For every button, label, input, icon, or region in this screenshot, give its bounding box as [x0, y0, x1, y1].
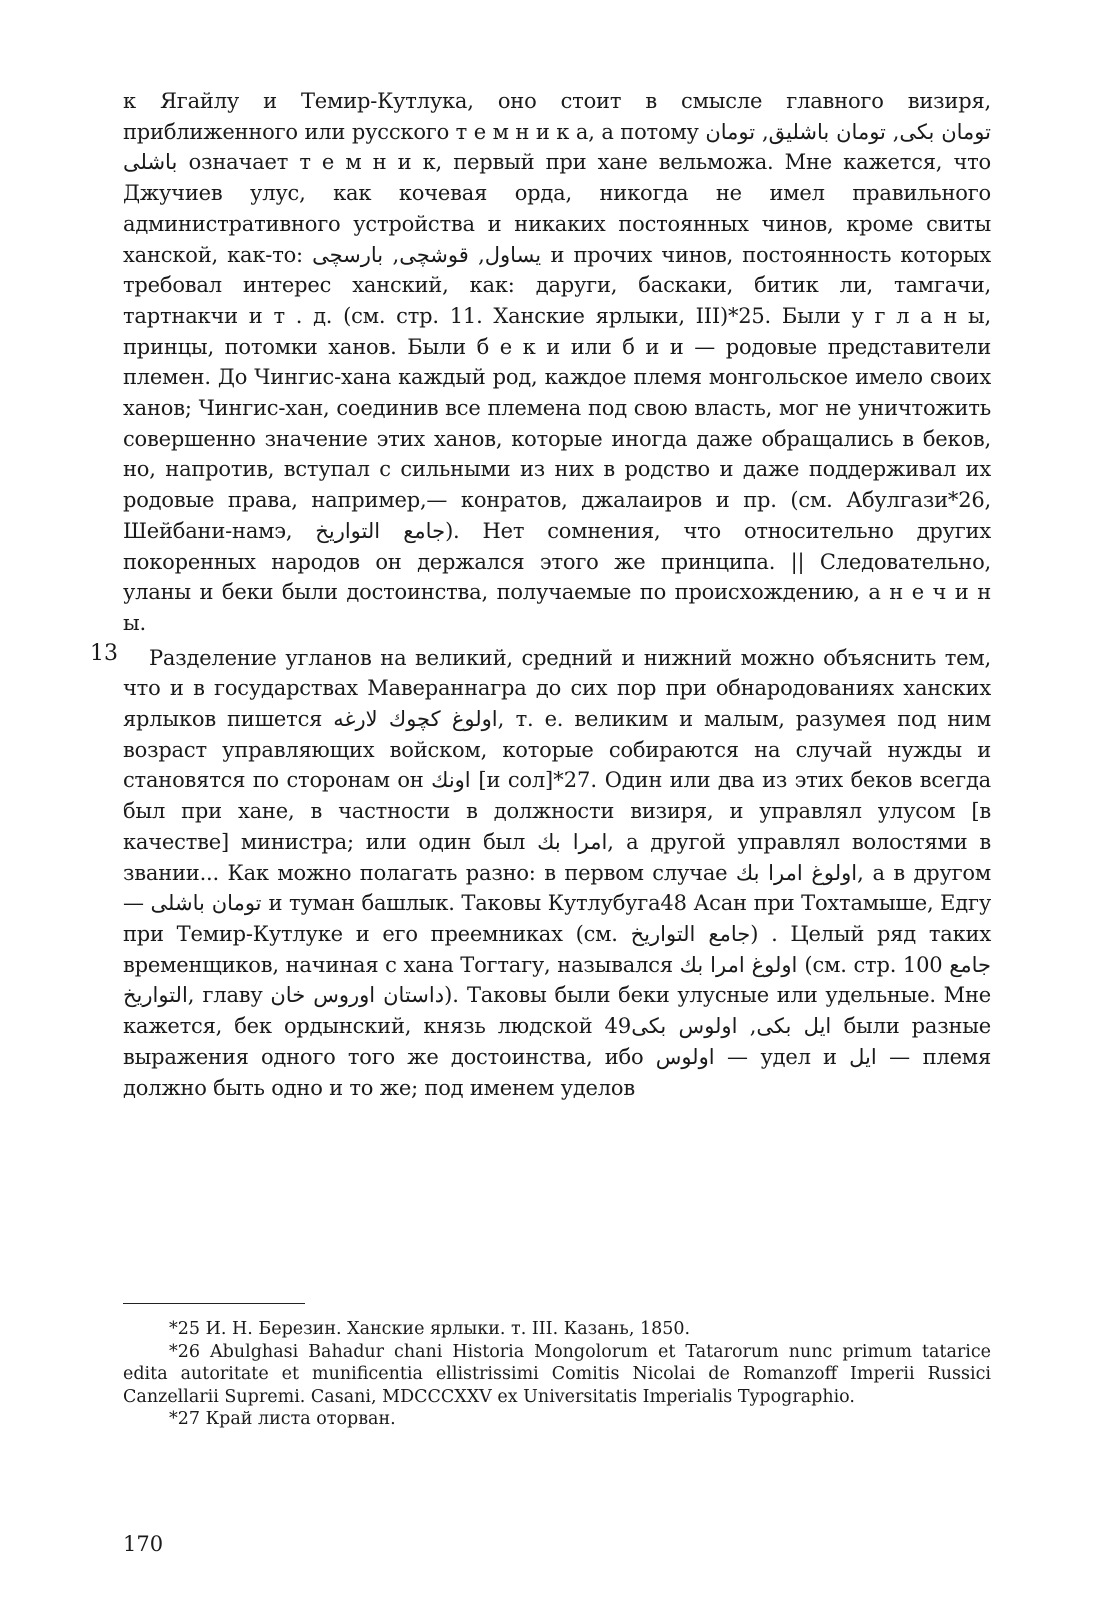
- footnotes: [123, 1318, 991, 1431]
- footnote-divider: [123, 1303, 305, 1304]
- footnote-26: *26 Abulghasi Bahadur chani Historia Mongolorum et Tatarorum nunc primum tatarice edita autoritate et munificentia ellistrissimi Comitis Nicolai de Romanzoff Imperii Russici Canzellarii Supremi. Casani, MDCCCXXV ex Universitatis Imperialis Typographio.: [123, 1341, 991, 1407]
- margin-page-marker: 13: [90, 641, 118, 666]
- main-text: [123, 86, 991, 1103]
- footnote-27: *27 Край листа оторван.: [169, 1409, 396, 1429]
- paragraph-1: к Ягайлу и Темир-Кутлука, оно стоит в смысле главного визиря, приближенного или русского т е м н и к а, а потому تومان بکی, تومان باشلیق, تومان باشلی означает т е м н и к, первый при хане вельможа. Мне кажется, что Джучиев улус, как кочевая орда, никогда не имел правильного административного устройства и никаких постоянных чинов, кроме свиты ханской, как-то: یساول, قوشچی, بارسچی и прочих чинов, постоянность которых требовал интерес ханский, как: даруги, баскаки, битик ли, тамгачи, тартнакчи и т . д. (см. стр. 11. Ханские ярлыки, III)*25. Были у г л а н ы, принцы, потомки ханов. Были б е к и или б и и — родовые представители племен. До Чингис-хана каждый род, каждое племя монгольское имело своих ханов; Чингис-хан, соединив все племена под свою власть, мог не уничтожить совершенно значение этих ханов, которые иногда даже обращались в беков, но, напротив, вступал с сильными из них в родство и даже поддерживал их родовые права, например,— конратов, джалаиров и пр. (см. Абулгази*26, Шейбани-намэ, جامع التواریخ). Нет сомнения, что относительно других покоренных народов он держался этого же принципа. || Следовательно, уланы и беки были достоинства, получаемые по происхождению, а н е ч и н ы.: [123, 89, 991, 635]
- paragraph-2: Разделение угланов на великий, средний и нижний можно объяснить тем, что и в государствах Мавераннагра до сих пор при обнародованиях ханских ярлыков пишется اولوغ کچوك لارغه, т. е. великим и малым, разумея под ним возраст управляющих войском, которые собираются на случай нужды и становятся по сторонам он اونك [и сол]*27. Один или два из этих беков всегда был при хане, в частности в должности визиря, и управлял улусом [в качестве] министра; или один был امرا بك, а другой управлял волостями в звании... Как можно полагать разно: в первом случае اولوغ امرا بك, а в другом — تومان باشلی и туман башлык. Таковы Кутлубуга48 Асан при Тохтамыше, Едгу при Темир-Кутлуке и его преемниках (см. جامع التواریخ) . Целый ряд таких временщиков, начиная с хана Тогтагу, назывался اولوغ امرا بك (см. стр. 100 جامع التواریخ, главу داستان اوروس خان). Таковы были беки улусные или удельные. Мне кажется, бек ордынский, князь людской ایل بکی, اولوس بکی49 были разные выражения одного того же достоинства, ибо اولوس — удел и ایل — племя должно быть одно и то же; под именем уделов: [123, 645, 992, 1100]
- footnote-25: *25 И. Н. Березин. Ханские ярлыки. т. III. Казань, 1850.: [169, 1319, 691, 1339]
- page-number: 170: [123, 1532, 164, 1556]
